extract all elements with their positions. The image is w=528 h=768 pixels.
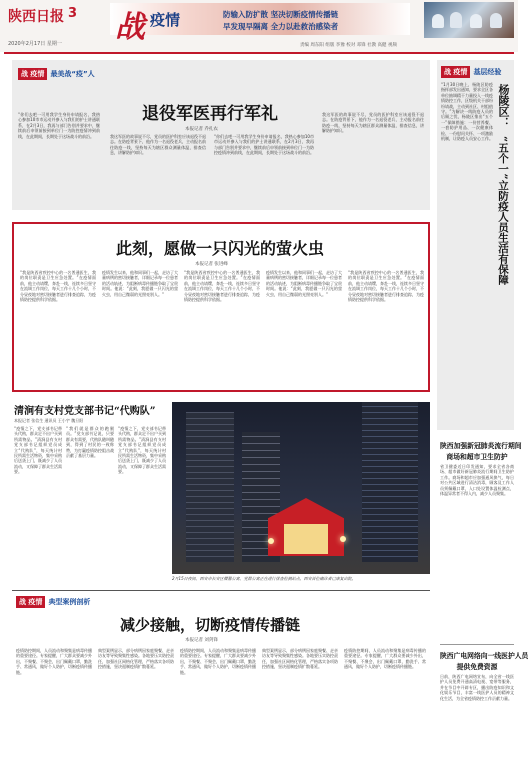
- feature2-title: 此刻，愿做一只闪光的萤火虫: [115, 239, 324, 258]
- bottom-tag-label: 战 疫情: [16, 596, 45, 608]
- slogan-line-1: 防输入防扩散 坚决切断疫情传播链: [223, 10, 339, 19]
- page-number: 3: [68, 6, 78, 21]
- right-col-tag: [441, 66, 501, 78]
- right-vertical-title-1: 杨陵区：: [497, 84, 510, 128]
- feature1-tag: [18, 68, 95, 80]
- article3-byline: 本报记者 张信生 通讯员 王小宇 魏旦阳: [14, 418, 84, 423]
- section-word: 疫情: [150, 11, 181, 29]
- bottom-byline: 本报记者 刘剑锋: [185, 638, 218, 643]
- right-vertical-title-2: “五个一”立防疫人员生活有保障: [497, 136, 509, 285]
- article3-text-c: “疫情之下，党支部书记带头代购，群众足不出户买到所需物品。”清涧县有支村党支部书记组织党员成立“代购队”，每天统计村民所需生活物资，集中采购后送货上门，既减少了人员流动，又保障了群众生活需要。: [118, 426, 166, 475]
- feature1-text-b: 我这军医的故事说不尽，党员的医护科室应该退役不退志。在防疫背景下，他作为一名退役老兵，主动报名前往防疫一线，坚持每天为辖区群众测量体温，排查信息，讲解防护知识。: [110, 134, 206, 156]
- news-photo: [172, 402, 430, 574]
- street-light: [340, 536, 346, 542]
- feature2-text-c: “我是陕西省疾控中心的一名普通医生，我的岗位职责是卫生应急处置。”在疫情面前，他主动请缨，奔赴一线，连续多日坚守在流调工作岗位，每天工作十几个小时，不分昼夜地对密切接触者进行排查追踪，为疫情防控提供科学依据。: [184, 270, 260, 303]
- bottom-rule: [12, 590, 430, 591]
- feature1-text-d: 我这军医的故事说不尽，党员的医护科室应该退役不退志。在防疫背景下，他作为一名退役老兵，主动报名前往防疫一线，坚持每天为辖区群众测量体温，排查信息，讲解防护知识。: [322, 112, 424, 134]
- tent-light: [284, 524, 328, 554]
- building-left: [186, 412, 234, 562]
- date-line: 2020年2月17日 星期一: [8, 41, 62, 47]
- feature2-text-b: 疫情发生以来，他和同事们一起，走访了大量病例的密切接触者，详细记录每一位患者的活动轨迹，为阻断病毒传播链争取了宝贵时间。他说：“此刻，我愿做一只闪光的萤火虫，用自己微弱的光照亮别人。”: [102, 270, 178, 297]
- feature1-text-a: “你们去吧一可用我学生身份申请报名，我热心参加10市市运动并参入与我们的护士讲通联系，在2月3日，我再与部门告别并要求中，继续前后申领前接到单位门一为防控疫情冲到前线，在此期间，长期处于这场战斗的前沿。: [18, 112, 100, 139]
- street-light: [268, 538, 274, 544]
- masthead: [0, 0, 518, 52]
- feature2-byline: 本报记者 张进峰: [195, 262, 228, 267]
- right-art3-title-1: 陕西广电网络向一线医护人员: [440, 652, 528, 660]
- bottom-tag: [16, 596, 90, 608]
- bottom-text-b: 典型案例显示，部分病例因家庭聚餐、走亲访友等导致聚集性感染。各地要压实防控责任，加强社区网格化管理，严格落实各项防控措施，坚决遏制疫情扩散蔓延。: [98, 648, 174, 670]
- right-col-tag-label: 战 疫情: [441, 66, 470, 78]
- article3-title: 清涧有支村党支部书记“代购队”: [14, 406, 156, 417]
- feature2-text-a: “我是陕西省疾控中心的一名普通医生，我的岗位职责是卫生应急处置。”在疫情面前，他主动请缨，奔赴一线，连续多日坚守在流调工作岗位，每天工作十几个小时，不分昼夜地对密切接触者进行排查追踪，为疫情防控提供科学依据。: [20, 270, 96, 303]
- feature1-text-c: “你们去吧一可用我学生身份申请报名，我热心参加10市市运动并参入与我们的护士讲通联系，在2月3日，我再与部门告别并要求中，继续前后申领前接到单位门一为防控疫情冲到前线，在此期间，长期处于这场战斗的前沿。: [214, 134, 314, 156]
- feature2-text-e: “我是陕西省疾控中心的一名普通医生，我的岗位职责是卫生应急处置。”在疫情面前，他主动请缨，奔赴一线，连续多日坚守在流调工作岗位，每天工作十几个小时，不分昼夜地对密切接触者进行排查追踪，为疫情防控提供科学依据。: [348, 270, 424, 303]
- editors-line: 责编 周东阳 组版 李豫 校对 邓锋 社教 高健 视频: [300, 43, 397, 48]
- feature1-tag-label: 战 疫情: [18, 68, 47, 80]
- slogan-line-2: 早发现早隔离 全力以赴救治感染者: [223, 22, 339, 31]
- right-art2-title-2: 商场和超市卫生防护: [446, 453, 508, 461]
- section-big-char: 战: [115, 10, 145, 45]
- right-col-tag-sub: 基层经验: [473, 68, 502, 76]
- bottom-text-a: 疫情防控期间，人员流动和聚集是病毒传播的重要途径。专家提醒，广大群众要减少外出，不聚餐、不聚会，出门佩戴口罩，勤洗手、常通风，做好个人防护，切断疫情传播链。: [16, 648, 92, 675]
- right-text-c: 日前，陕西广电网络宣布，向全省一线医护人员免费开通高清电视、宽带等服务，并在节目中开辟专区，播出防疫知识和文化娱乐节目，丰富一线医护人员的精神文化生活，为全省疫情防控工作贡献力量。: [440, 674, 514, 701]
- medics-photo: [424, 2, 514, 38]
- photo-caption: 2月15日夜间，西安市长安区樱馨公寓，党群公寓正在进行排查检测站点。西安首位确诊者已康复出院。: [172, 576, 356, 581]
- building-right: [362, 402, 418, 562]
- article3-text-a: “疫情之下，党支部书记带头代购，群众足不出户买到所需物品。”清涧县有支村党支部书记组织党员成立“代购队”，每天统计村民所需生活物资，集中采购后送货上门，既减少了人员流动，又保障了群众生活需要。: [14, 426, 62, 475]
- bottom-tag-sub: 典型案例剖析: [48, 598, 91, 606]
- bottom-text-e: 疫情防控期间，人员流动和聚集是病毒传播的重要途径。专家提醒，广大群众要减少外出，不聚餐、不聚会，出门佩戴口罩，勤洗手、常通风，做好个人防护，切断疫情传播链。: [344, 648, 426, 670]
- feature2-text-d: 疫情发生以来，他和同事们一起，走访了大量病例的密切接触者，详细记录每一位患者的活动轨迹，为阻断病毒传播链争取了宝贵时间。他说：“此刻，我愿做一只闪光的萤火虫，用自己微弱的光照亮别人。”: [266, 270, 342, 297]
- bottom-text-d: 典型案例显示，部分病例因家庭聚餐、走亲访友等导致聚集性感染。各地要压实防控责任，加强社区网格化管理，严格落实各项防控措施，坚决遏制疫情扩散蔓延。: [262, 648, 338, 670]
- bottom-title: 减少接触，切断疫情传播链: [119, 616, 300, 634]
- feature1-byline: 本报记者 乔扎农: [185, 127, 218, 132]
- masthead-rule: [4, 52, 514, 54]
- paper-name-logo: 陕西日报: [8, 9, 64, 25]
- feature1-title: 退役军医再行军礼: [142, 104, 278, 124]
- bottom-text-c: 疫情防控期间，人员流动和聚集是病毒传播的重要途径。专家提醒，广大群众要减少外出，不聚餐、不聚会，出门佩戴口罩，勤洗手、常通风，做好个人防护，切断疫情传播链。: [180, 648, 256, 675]
- right-art3-title-2: 提供免费资源: [456, 663, 498, 671]
- right-art2-title-1: 陕西加强新冠肺炎流行期间: [440, 442, 522, 450]
- right-text-b: 省卫健委近日印发通知，要求全省各商场、超市做好新冠肺炎流行期间卫生防护工作。商场和超市应加强通风换气，每日对公共区域进行清洁消毒，顾客及工作人员须佩戴口罩，入口处设置体温检测点，体温异常者不得入内，减少人员聚集。: [440, 464, 514, 497]
- feature1-tag-sub: 最美战“疫”人: [50, 70, 95, 78]
- article3-text-b: “我们就是群众的跑腿员。”党支部书记说，只要群众有需要，代购队随叫随到，得到了村民的一致称赞，为打赢疫情防控阻击战贡献了基层力量。: [66, 426, 114, 459]
- right-divider: [440, 644, 514, 645]
- right-text-a: “1月30日晚上，杨陵区防疫指挥部发出通知，要求全区各单位抽调精干力量投入一线疫情防控工作，区级机关干部纷纷请战，主动到社区、村组值守。”为解决一线防疫人员的后顾之忧，杨陵区推出“五个一”保障措施：一份营养餐、一套防护用品、一次健康体检、一份慰问关怀、一项激励机制，让防疫人员安心工作。: [441, 82, 493, 142]
